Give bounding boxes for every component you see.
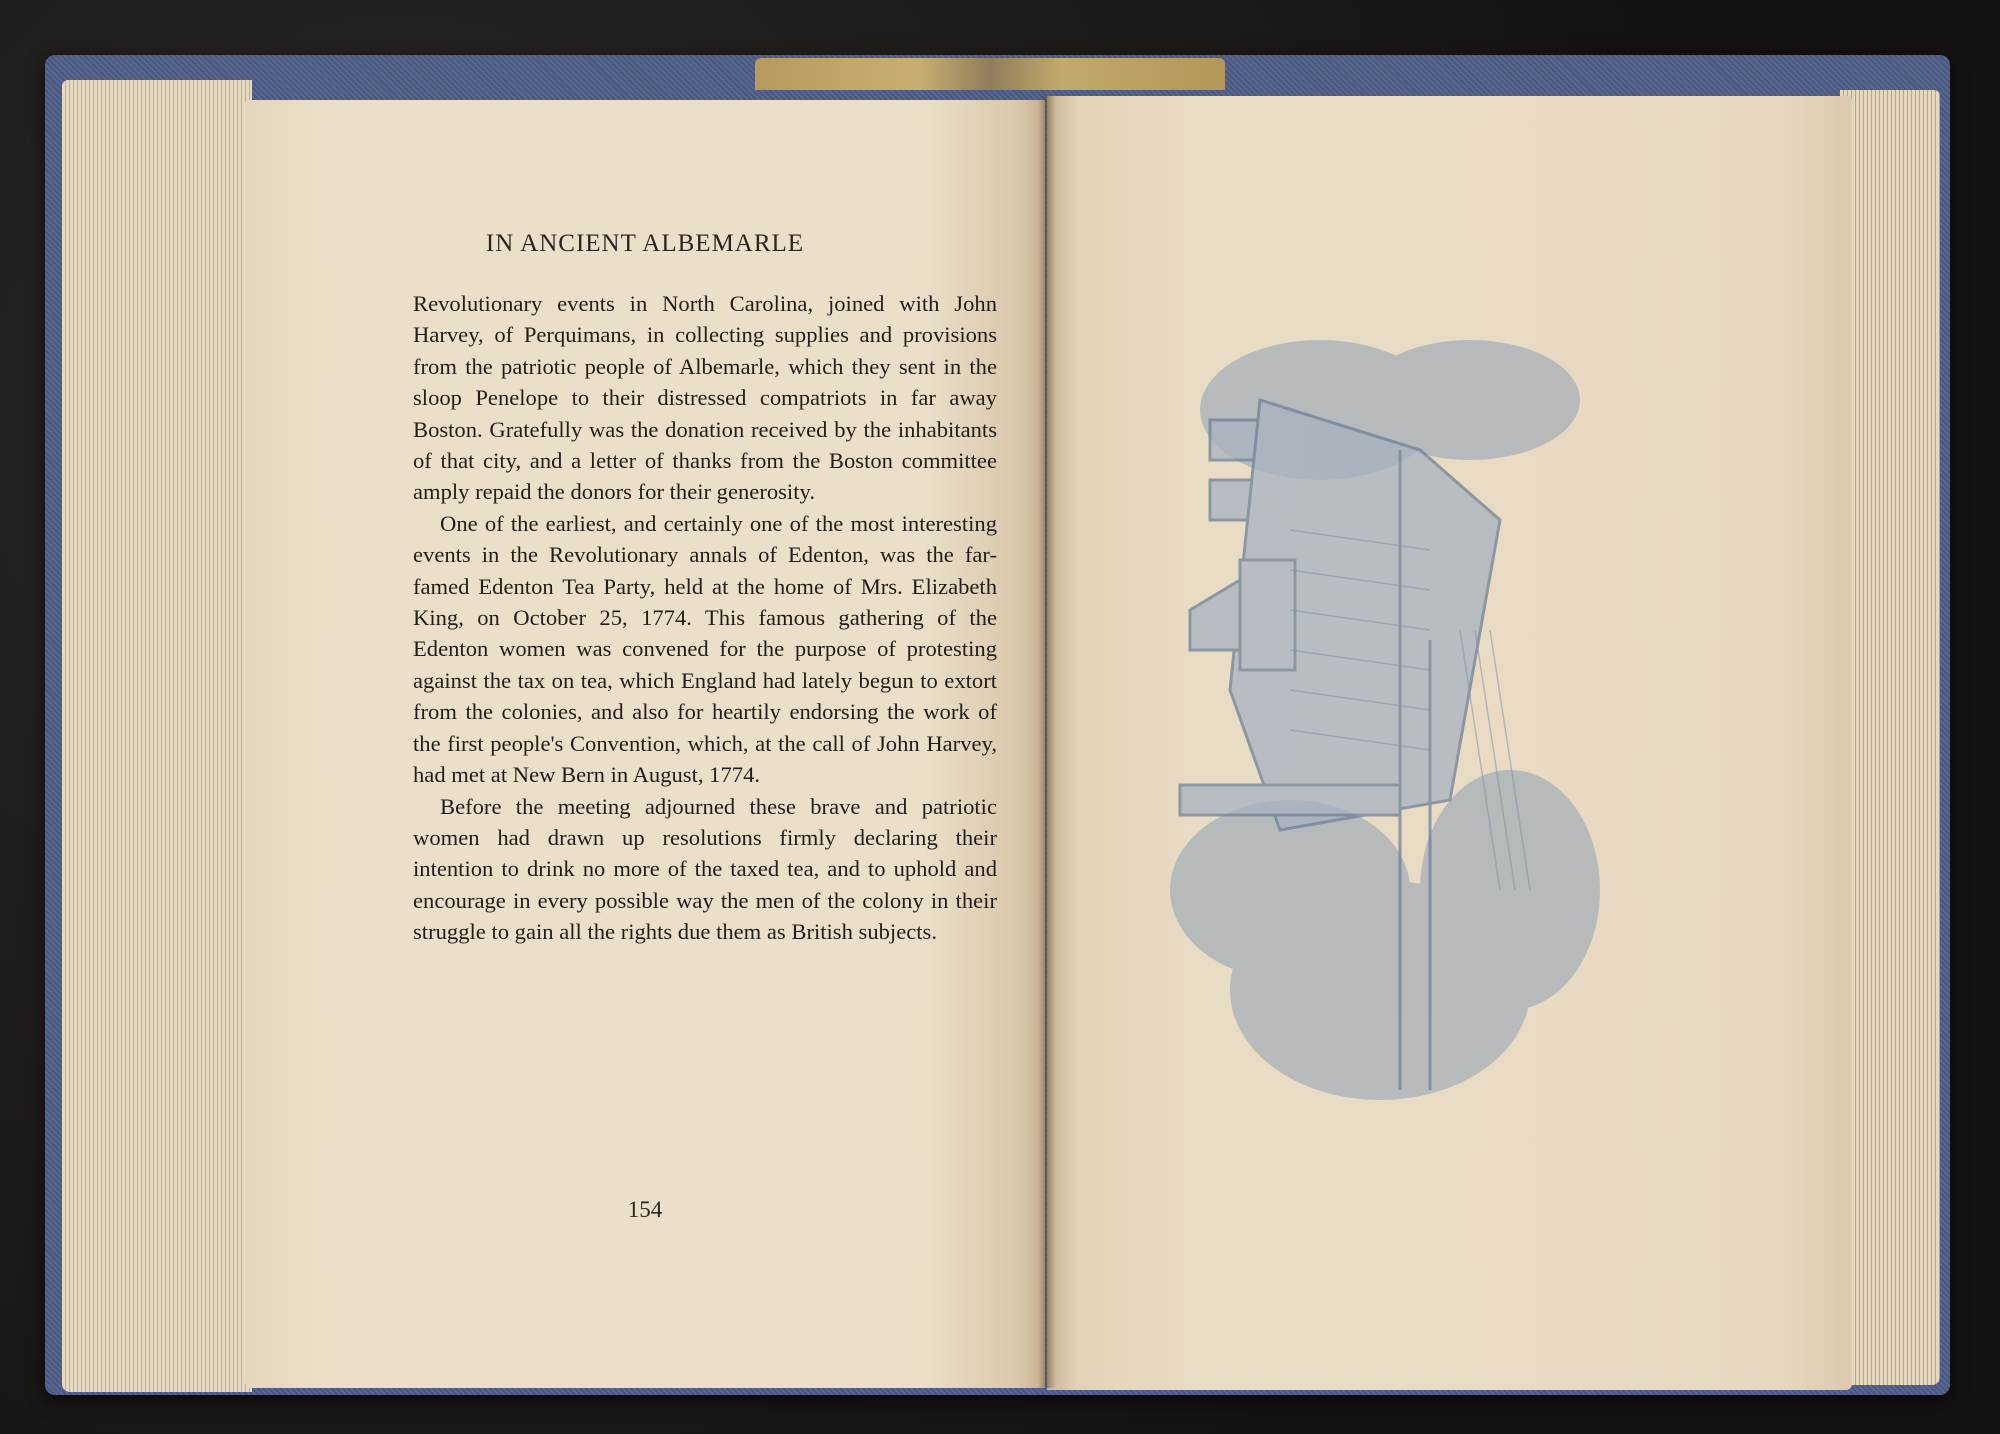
running-head: IN ANCIENT ALBEMARLE bbox=[485, 230, 805, 257]
book-spine-top bbox=[755, 58, 1225, 90]
paragraph-2: One of the earliest, and certainly one of the most interesting events in the Revolutionary annals of Edenton, was the far-famed Edenton Tea Party, held at the home of Mrs. Elizabeth King, on October 25, 1774. This famous gathering of the Edenton women was convened for the purpose of protesting against the tax on tea, which England had lately begun to extort from the colonies, and also for heartily endorsing the work of the first people's Convention, which, at the call of John Harvey, had met at New Bern in August, 1774. bbox=[413, 510, 997, 788]
gutter-shadow bbox=[1038, 96, 1056, 1388]
body-text bbox=[413, 288, 997, 948]
plate-caption bbox=[1610, 500, 1650, 950]
left-page bbox=[245, 100, 1045, 1388]
page-number: 154 bbox=[627, 1197, 663, 1222]
paragraph-1: Revolutionary events in North Carolina, joined with John Harvey, of Perquimans, in collecting supplies and provisions from the patriotic people of Albemarle, which they sent in the sloop Penelope to their distressed compatriots in far away Boston. Gratefully was the donation received by the inhabitants of that city, and a letter of thanks from the Boston committee amply repaid the donors for their generosity. bbox=[413, 291, 997, 505]
page-edges-right bbox=[1840, 90, 1940, 1385]
page-edges-left bbox=[62, 80, 252, 1392]
illustration-plate bbox=[1170, 330, 1610, 1130]
paragraph-3: Before the meeting adjourned these brave and patriotic women had drawn up resolutions firmly declaring their intention to drink no more of the taxed tea, and to uphold and encourage in every possible way the men of the colony in their struggle to gain all the rights due them as British subjects. bbox=[413, 793, 997, 945]
